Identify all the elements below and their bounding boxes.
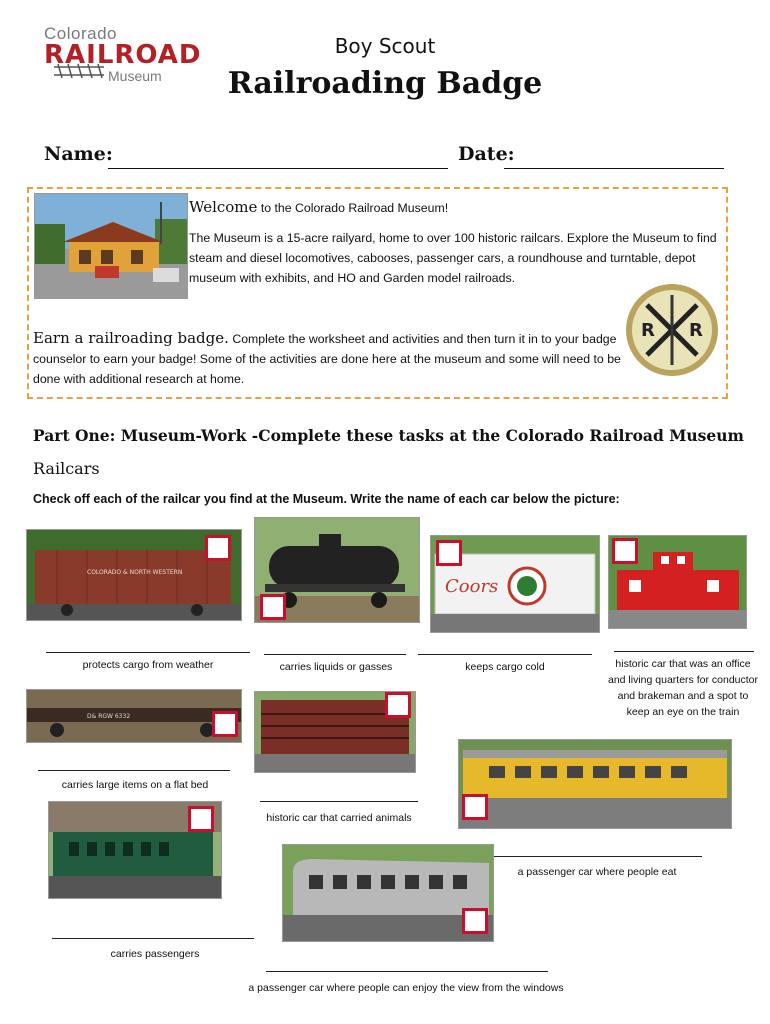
flatcar-lettering: D& RGW 6332	[87, 713, 131, 720]
badge-letter-left: R	[641, 320, 655, 341]
railcar-8-caption: carries passengers	[110, 948, 200, 960]
boxcar-lettering: COLORADO & NORTH WESTERN	[87, 569, 183, 576]
railcar-1-name-line[interactable]	[46, 652, 250, 653]
railcar-4-caption: historic car that was an office and living quarters for conductor and brakeman and a spot to keep an eye on the train	[608, 658, 758, 718]
railcars-instructions: Check off each of the railcar you find at the Museum. Write the name of each car below the picture:	[33, 492, 620, 506]
railcar-1-caption: protects cargo from weather	[82, 659, 214, 671]
reefer-lettering: Coors	[445, 576, 499, 597]
railcars-heading: Railcars	[33, 459, 100, 478]
welcome-lead: Welcome	[189, 198, 258, 216]
railroading-badge-icon	[625, 283, 719, 377]
name-field[interactable]	[108, 168, 448, 169]
railcar-6-caption: historic car that carried animals	[266, 812, 412, 824]
part-one-heading: Part One: Museum-Work -Complete these tasks at the Colorado Railroad Museum	[33, 426, 744, 445]
logo-railroad: RAILROAD	[44, 40, 202, 70]
railcar-7-caption: a passenger car where people eat	[517, 866, 677, 878]
logo-colorado: Colorado	[44, 24, 117, 43]
subtitle: Boy Scout	[334, 34, 436, 58]
railcar-9-caption: a passenger car where people can enjoy the view from the windows	[248, 982, 564, 994]
logo-museum: Museum	[108, 68, 162, 84]
welcome-lead-rest: to the Colorado Railroad Museum!	[260, 201, 449, 215]
railcar-5-name-line[interactable]	[38, 770, 230, 771]
railcar-photo-flatcar	[26, 689, 242, 743]
railcar-1-checkbox[interactable]	[205, 535, 231, 561]
railcar-2-checkbox[interactable]	[260, 594, 286, 620]
railcar-4-name-line[interactable]	[614, 651, 754, 652]
page-title: Railroading Badge	[227, 66, 543, 101]
earn-rest: Complete the worksheet and activities and then turn it in to your badge counselor to earn your badge! Some of the activities are done here at the museum and some will need to be done with additional research at home.	[33, 332, 621, 386]
railcar-3-checkbox[interactable]	[436, 540, 462, 566]
date-field[interactable]	[504, 168, 724, 169]
earn-paragraph	[33, 328, 623, 389]
railcar-7-name-line[interactable]	[492, 856, 702, 857]
railcar-3-caption: keeps cargo cold	[465, 661, 545, 673]
railcar-photo-diningcar	[458, 739, 732, 829]
railcar-6-name-line[interactable]	[260, 801, 418, 802]
railcar-9-name-line[interactable]	[266, 971, 548, 972]
railcar-8-checkbox[interactable]	[188, 806, 214, 832]
railcar-9-checkbox[interactable]	[462, 908, 488, 934]
railcar-6-checkbox[interactable]	[385, 692, 411, 718]
railcar-2-name-line[interactable]	[264, 654, 406, 655]
date-label: Date:	[458, 143, 515, 165]
railcar-8-name-line[interactable]	[52, 938, 254, 939]
welcome-paragraph: The Museum is a 15-acre railyard, home to over 100 historic railcars. Explore the Museum to find steam and diesel locomotives, cabooses, passenger cars, a roundhouse and turntable, depot museum with exhibits, and HO and Garden model railroads.	[189, 231, 717, 285]
museum-depot-photo	[34, 193, 188, 299]
railcar-5-caption: carries large items on a flat bed	[61, 779, 209, 791]
railcar-7-checkbox[interactable]	[462, 794, 488, 820]
earn-lead: Earn a railroading badge.	[33, 329, 229, 347]
badge-letter-right: R	[689, 320, 703, 341]
railcar-2-caption: carries liquids or gasses	[279, 661, 393, 673]
name-label: Name:	[44, 143, 113, 165]
railcar-3-name-line[interactable]	[418, 654, 592, 655]
railcar-5-checkbox[interactable]	[212, 711, 238, 737]
railcar-4-checkbox[interactable]	[612, 538, 638, 564]
